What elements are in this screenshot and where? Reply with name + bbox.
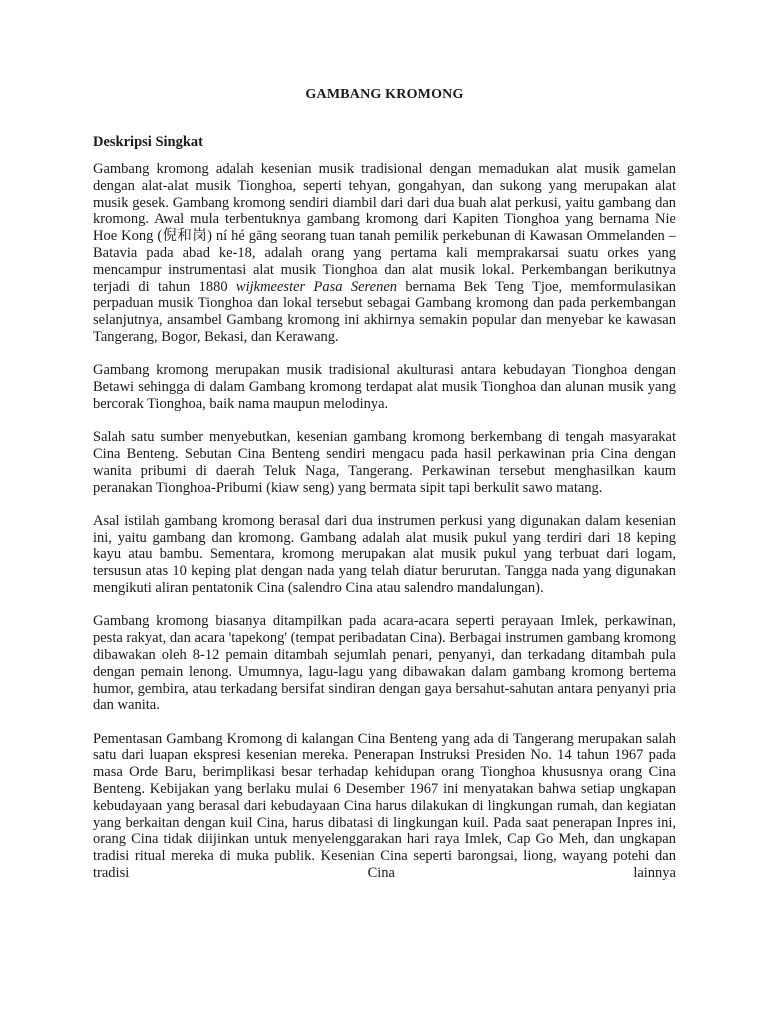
paragraph-5: Gambang kromong biasanya ditampilkan pada acara-acara seperti perayaan Imlek, perkawinan, pesta rakyat, dan acara 'tapekong' (tempat peribadatan Cina). Berbagai instrumen gambang kromong dibawakan oleh 8-12 pemain ditambah sejumlah penari, penyanyi, dan terkadang ditambah pula dengan pemain lenong. Umumnya, lagu-lagu yang dibawakan dalam gambang kromong bertema humor, gembira, atau terkadang bersifat sindiran dengan gaya bersahut-sahutan antara penyanyi pria dan wanita. bbox=[93, 613, 676, 714]
paragraph-1-italic-term: wijkmeester Pasa Serenen bbox=[235, 278, 398, 295]
paragraph-6: Pementasan Gambang Kromong di kalangan Cina Benteng yang ada di Tangerang merupakan salah satu dari luapan ekspresi kesenian mereka. Penerapan Instruksi Presiden No. 14 tahun 1967 pada masa Orde Baru, berimplikasi besar terhadap kehidupan orang Tionghoa khususnya orang Cina Benteng. Kebijakan yang berlaku mulai 6 Desember 1967 ini menyatakan bahwa setiap ungkapan kebudayaan yang berasal dari kebudayaan Cina harus dilakukan di lingkungan rumah, dan kegiatan yang berkaitan dengan kuil Cina, harus dibatasi di lingkungan kuil. Pada saat penerapan Inpres ini, orang Cina tidak diijinkan untuk menyelenggarakan hari raya Imlek, Cap Go Meh, dan ungkapan tradisi ritual mereka di muka publik. Kesenian Cina seperti barongsai, liong, wayang potehi dan tradisi Cina lainnya bbox=[93, 730, 676, 881]
paragraph-1-text-a: Gambang kromong adalah kesenian musik tradisional dengan memadukan alat musik gamelan dengan alat-alat musik Tionghoa, seperti tehyan, gongahyan, dan sukong yang merupakan alat musik gesek. Gambang kromong sendiri diambil dari dari dua buah alat perkusi, yaitu gambang dan kromong. Awal mula terbentuknya gambang kromong dari Kapiten Tionghoa yang bernama Nie Hoe Kong (倪和岗) ní hé gāng seorang tuan tanah pemilik perkebunan di Kawasan Ommelanden – Batavia pada abad ke-18, adalah orang yang pertama kali memprakarsai suatu orkes yang mencampur instrumentasi alat musik Tionghoa dan alat musik lokal. Perkembangan berikutnya terjadi di tahun 1880 bbox=[93, 161, 676, 295]
paragraph-1-text-b: bernama Bek Teng Tjoe, memformulasikan perpaduan musik Tionghoa dan lokal tersebut sebagai Gambang kromong dan pada perkembangan selanjutnya, ansambel Gambang kromong ini akhirnya semakin popular dan menyebar ke kawasan Tangerang, Bogor, Bekasi, dan Kerawang. bbox=[93, 278, 677, 345]
section-heading: Deskripsi Singkat bbox=[93, 134, 203, 150]
document-title: GAMBANG KROMONG bbox=[305, 87, 464, 102]
paragraph-4: Asal istilah gambang kromong berasal dari dua instrumen perkusi yang digunakan dalam kesenian ini, yaitu gambang dan kromong. Gambang adalah alat musik pukul yang terdiri dari 18 keping kayu atau bambu. Sementara, kromong merupakan alat musik pukul yang terbuat dari logam, tersusun atas 10 keping plat dengan nada yang telah diatur berurutan. Tangga nada yang digunakan mengikuti aliran pentatonik Cina (salendro Cina atau salendro mandalungan). bbox=[93, 512, 676, 597]
paragraph-3: Salah satu sumber menyebutkan, kesenian gambang kromong berkembang di tengah masyarakat Cina Benteng. Sebutan Cina Benteng sendiri mengacu pada hasil perkawinan pria Cina dengan wanita pribumi di daerah Teluk Naga, Tangerang. Perkawinan tersebut menghasilkan kaum peranakan Tionghoa-Pribumi (kiaw seng) yang bermata sipit tapi berkulit sawo matang. bbox=[93, 429, 676, 496]
paragraph-1 bbox=[93, 161, 676, 346]
paragraph-2: Gambang kromong merupakan musik tradisional akulturasi antara kebudayan Tionghoa dengan Betawi sehingga di dalam Gambang kromong terdapat alat musik Tionghoa dan alunan musik yang bercorak Tionghoa, baik nama maupun melodinya. bbox=[93, 362, 676, 412]
